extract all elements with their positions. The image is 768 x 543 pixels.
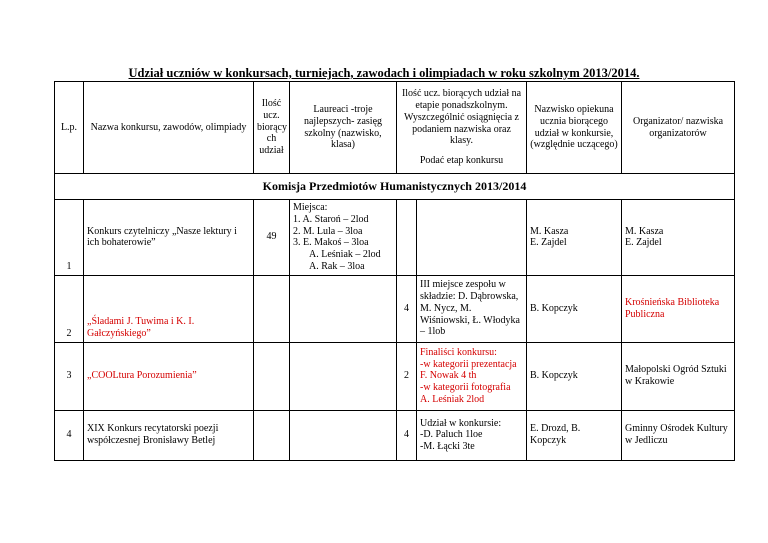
laureate-item: 1. A. Staroń – 2lod xyxy=(293,213,369,225)
row-tutor: B. Kopczyk xyxy=(527,342,622,410)
row-lp: 4 xyxy=(55,410,84,460)
header-count: Ilość ucz. biorący ch udział xyxy=(254,82,290,174)
laureate-item: 2. M. Lula – 3loa xyxy=(293,225,363,237)
row-upper: Udział w konkursie: -D. Paluch 1loe -M. Łącki 3te xyxy=(417,410,527,460)
row-count xyxy=(254,275,290,342)
header-row xyxy=(55,82,735,174)
row-laureates xyxy=(290,275,397,342)
table-row xyxy=(55,275,735,342)
header-lp: L.p. xyxy=(55,82,84,174)
row-upper-count: 4 xyxy=(397,275,417,342)
header-laureates: Laureaci -troje najlepszych- zasięg szkolny (nazwisko, klasa) xyxy=(290,82,397,174)
row-tutor: M. Kasza E. Zajdel xyxy=(527,200,622,276)
row-upper-count: 4 xyxy=(397,410,417,460)
row-tutor: B. Kopczyk xyxy=(527,275,622,342)
row-lp: 3 xyxy=(55,342,84,410)
laureate-extra: A. Rak – 3loa xyxy=(309,260,365,272)
laureate-item: 3. E. Makoś – 3loa xyxy=(293,237,369,249)
table-row xyxy=(55,410,735,460)
row-count xyxy=(254,410,290,460)
competitions-table xyxy=(54,81,735,461)
row-lp: 1 xyxy=(55,200,84,276)
row-organizer: Małopolski Ogród Sztuki w Krakowie xyxy=(622,342,735,410)
row-count: 49 xyxy=(254,200,290,276)
laureates-title: Miejsca: xyxy=(293,202,328,213)
header-upper-hint: Podać etap konkursu xyxy=(419,155,504,167)
row-laureates xyxy=(290,410,397,460)
header-upper-text: Ilość ucz. biorących udział na etapie ponadszkolnym. Wyszczególnić osiągnięcia z podaniem nazwiska oraz klasy. xyxy=(401,88,522,147)
row-name: XIX Konkurs recytatorski poezji współczesnej Bronisławy Betlej xyxy=(84,410,254,460)
row-laureates xyxy=(290,200,397,276)
row-tutor: E. Drozd, B. Kopczyk xyxy=(527,410,622,460)
row-upper xyxy=(417,200,527,276)
row-name: „Śladami J. Tuwima i K. I. Gałczyńskiego” xyxy=(84,275,254,342)
row-upper-count: 2 xyxy=(397,342,417,410)
header-upper xyxy=(397,82,527,174)
section-row xyxy=(55,174,735,200)
row-organizer: M. Kasza E. Zajdel xyxy=(622,200,735,276)
header-organizer: Organizator/ nazwiska organizatorów xyxy=(622,82,735,174)
row-upper: Finaliści konkursu: -w kategorii prezentacja F. Nowak 4 th -w kategorii fotografia A. Leśniak 2lod xyxy=(417,342,527,410)
row-name: Konkurs czytelniczy „Nasze lektury i ich bohaterowie” xyxy=(84,200,254,276)
row-laureates xyxy=(290,342,397,410)
laureate-extra: A. Leśniak – 2lod xyxy=(309,249,381,261)
row-upper: III miejsce zespołu w składzie: D. Dąbrowska, M. Nycz, M. Wiśniowski, Ł. Włodyka – 1lob xyxy=(417,275,527,342)
row-lp: 2 xyxy=(55,275,84,342)
header-tutor: Nazwisko opiekuna ucznia biorącego udział w konkursie, (względnie uczącego) xyxy=(527,82,622,174)
header-name: Nazwa konkursu, zawodów, olimpiady xyxy=(84,82,254,174)
table-row xyxy=(55,200,735,276)
row-name: „COOLtura Porozumienia” xyxy=(84,342,254,410)
row-organizer: Krośnieńska Biblioteka Publiczna xyxy=(622,275,735,342)
document-title: Udział uczniów w konkursach, turniejach, zawodach i olimpiadach w roku szkolnym 2013/2014. xyxy=(128,66,640,80)
table-row xyxy=(55,342,735,410)
section-title: Komisja Przedmiotów Humanistycznych 2013/2014 xyxy=(55,174,735,200)
row-upper-count xyxy=(397,200,417,276)
row-organizer: Gminny Ośrodek Kultury w Jedliczu xyxy=(622,410,735,460)
row-count xyxy=(254,342,290,410)
